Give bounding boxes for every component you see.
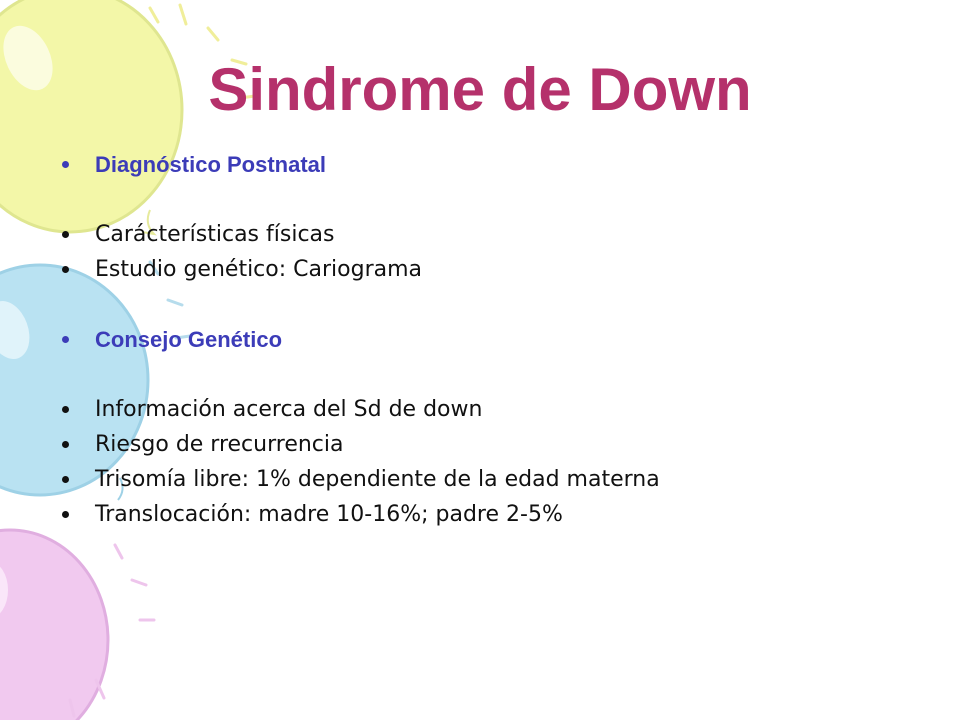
list-item-label: Trisomía libre: 1% dependiente de la edad materna: [95, 467, 660, 492]
section-heading-diagnostico: [62, 147, 922, 182]
list-item: [62, 427, 922, 462]
bullet-dot: [62, 231, 69, 238]
list-item-label: Translocación: madre 10-16%; padre 2-5%: [95, 502, 563, 527]
list-item-label: Estudio genético: Cariograma: [95, 257, 423, 282]
list-item: [62, 252, 922, 287]
section-heading-label: Diagnóstico Postnatal: [95, 152, 327, 177]
list-item-label: Información acerca del Sd de down: [95, 397, 483, 422]
list-item: [62, 392, 922, 427]
list-item-label: Carácterísticas físicas: [95, 222, 335, 247]
list-spacer: [62, 182, 922, 217]
list-item: [62, 217, 922, 252]
section-heading-label: Consejo Genético: [95, 327, 283, 352]
list-item: [62, 497, 922, 532]
list-spacer: [62, 287, 922, 322]
list-item: [62, 462, 922, 497]
list-item-label: Riesgo de rrecurrencia: [95, 432, 344, 457]
bullet-dot: [62, 336, 69, 343]
balloon-pink-icon: [0, 530, 108, 720]
bullet-dot: [62, 441, 69, 448]
list-spacer: [62, 357, 922, 392]
bullet-dot: [62, 266, 69, 273]
slide-title: Sindrome de Down: [208, 56, 752, 123]
bullet-dot: [62, 511, 69, 518]
bullet-dot: [62, 161, 69, 168]
bullet-dot: [62, 406, 69, 413]
bullet-list: [62, 147, 922, 532]
section-heading-consejo: [62, 322, 922, 357]
bullet-dot: [62, 476, 69, 483]
